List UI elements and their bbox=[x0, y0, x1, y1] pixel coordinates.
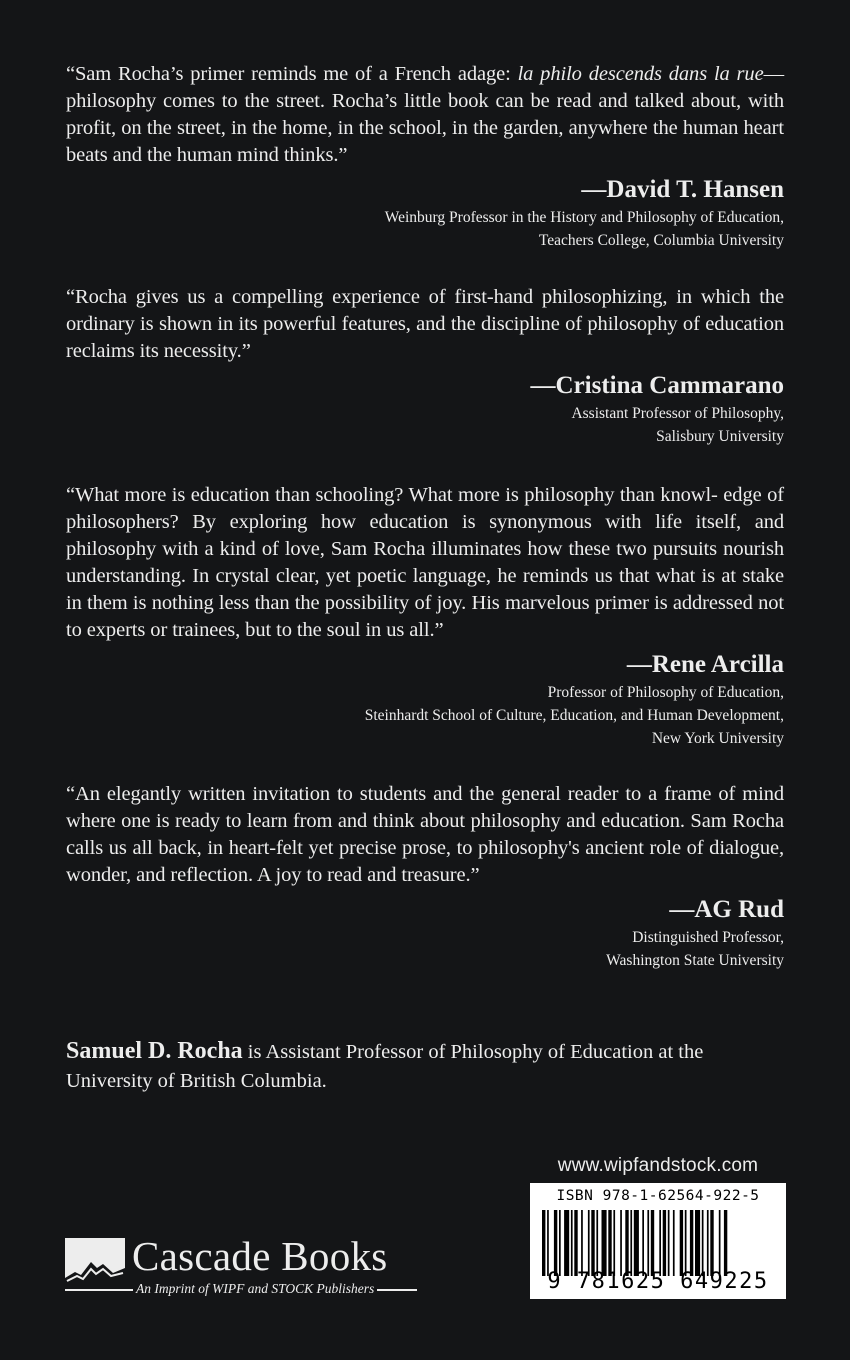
blurb-author-title: Professor of Philosophy of Education, bbox=[547, 684, 784, 701]
blurb-quote: “What more is education than schooling? What more is philosophy than knowl- edge of philosophers? By exploring how education is synonymous with life itself, and philosophy with a kind of love, Sam Rocha illuminates how these two pursuits nourish understanding. In crystal clear, yet poetic language, he reminds us that what is at stake in them is nothing less than the possibility of joy. His marvelous primer is addressed not to experts or trainees, but to the soul in us all.” bbox=[66, 484, 784, 641]
blurb-arcilla bbox=[66, 482, 784, 750]
barcode-bar bbox=[673, 1210, 675, 1276]
barcode-bar bbox=[719, 1210, 721, 1276]
blurb-author-name: —Cristina Cammarano bbox=[530, 372, 784, 399]
blurb-hansen bbox=[66, 61, 784, 252]
barcode-bar bbox=[574, 1210, 577, 1276]
barcode-bar bbox=[602, 1210, 607, 1276]
blurb-attribution bbox=[66, 894, 784, 972]
barcode-bar bbox=[707, 1210, 709, 1276]
blurb-quote: “Sam Rocha’s primer reminds me of a French adage: la philo descends dans la rue— philosophy comes to the street. Rocha’s little book can be read and talked about, with profit, on the street, in the home, in the school, in the garden, anywhere the human heart beats and the human mind thinks.” bbox=[66, 63, 784, 166]
blurb-author-name: —Rene Arcilla bbox=[626, 651, 784, 678]
barcode-bar bbox=[613, 1210, 615, 1276]
barcode-bar bbox=[651, 1210, 654, 1276]
publisher-imprint: An Imprint of WIPF and STOCK Publishers bbox=[133, 1281, 377, 1297]
blurb-author-school: Steinhardt School of Culture, Education, and Human Development, bbox=[364, 707, 784, 724]
publisher-logo bbox=[65, 1233, 425, 1302]
blurb-attribution bbox=[66, 370, 784, 448]
barcode-bar bbox=[596, 1210, 598, 1276]
barcode-bar bbox=[542, 1210, 545, 1276]
barcode-digits: 9 781625 649225 bbox=[547, 1269, 769, 1294]
french-adage: la philo descends dans la rue bbox=[517, 63, 764, 85]
barcode-bar bbox=[559, 1210, 561, 1276]
blurb-author-institution: Salisbury University bbox=[656, 428, 784, 445]
barcode-bar bbox=[647, 1210, 649, 1276]
blurb-rud bbox=[66, 781, 784, 972]
barcode-bar bbox=[680, 1210, 683, 1276]
blurb-author-institution: New York University bbox=[651, 730, 784, 747]
blurb-attribution bbox=[66, 174, 784, 252]
blurb-author-title: Distinguished Professor, bbox=[632, 929, 784, 946]
barcode-bar bbox=[659, 1210, 661, 1276]
isbn-label: ISBN 978-1-62564-922-5 bbox=[556, 1188, 760, 1204]
author-bio bbox=[66, 1037, 786, 1096]
blurb-attribution bbox=[66, 649, 784, 750]
barcode-bar bbox=[571, 1210, 573, 1276]
barcode-bar bbox=[695, 1210, 700, 1276]
barcode-bar bbox=[702, 1210, 704, 1276]
barcode-bar bbox=[564, 1210, 569, 1276]
barcode-bar bbox=[668, 1210, 670, 1276]
barcode-bar bbox=[642, 1210, 644, 1276]
barcode-bar bbox=[608, 1210, 611, 1276]
barcode-bar bbox=[554, 1210, 557, 1276]
barcode-bar bbox=[634, 1210, 639, 1276]
blurb-author-institution: Teachers College, Columbia University bbox=[538, 232, 784, 249]
blurb-author-name: —David T. Hansen bbox=[581, 176, 784, 203]
publisher-website: www.wipfandstock.com bbox=[557, 1155, 759, 1176]
barcode-bar bbox=[620, 1210, 622, 1276]
barcode-bar bbox=[710, 1210, 713, 1276]
blurb-quote: “An elegantly written invitation to students and the general reader to a frame of mind where one is ready to learn from and think about philosophy and education. Sam Rocha calls us all back, in heart-felt yet precise prose, to philosophy's ancient role of dialogue, wonder, and reflection. A joy to read and treasure.” bbox=[66, 783, 784, 886]
barcode-bars bbox=[542, 1210, 774, 1276]
barcode-bar bbox=[663, 1210, 666, 1276]
barcode-bar bbox=[685, 1210, 687, 1276]
barcode-bar bbox=[690, 1210, 693, 1276]
barcode-bar bbox=[724, 1210, 727, 1276]
barcode-bar bbox=[588, 1210, 590, 1276]
mountain-logo-icon bbox=[65, 1238, 125, 1294]
blurb-cammarano bbox=[66, 284, 784, 448]
barcode-bar bbox=[630, 1210, 632, 1276]
publisher-name: Cascade Books bbox=[132, 1233, 388, 1279]
author-bio-text: is Assistant Professor of Philosophy of Education at the University of British Columbia. bbox=[66, 1041, 704, 1092]
barcode-bar bbox=[591, 1210, 594, 1276]
isbn-barcode bbox=[530, 1183, 786, 1299]
barcode-bar bbox=[547, 1210, 549, 1276]
blurb-quote: “Rocha gives us a compelling experience of first-hand philosophizing, in which the ordinary is shown in its powerful features, and the discipline of philosophy of education reclaims its necessity.” bbox=[66, 286, 784, 362]
blurb-author-title: Assistant Professor of Philosophy, bbox=[571, 405, 784, 422]
barcode-bar bbox=[625, 1210, 628, 1276]
blurb-author-institution: Washington State University bbox=[606, 952, 784, 969]
author-bio-name: Samuel D. Rocha bbox=[66, 1038, 243, 1064]
barcode-bar bbox=[581, 1210, 583, 1276]
blurb-author-title: Weinburg Professor in the History and Philosophy of Education, bbox=[384, 209, 784, 226]
blurb-author-name: —AG Rud bbox=[669, 896, 784, 923]
